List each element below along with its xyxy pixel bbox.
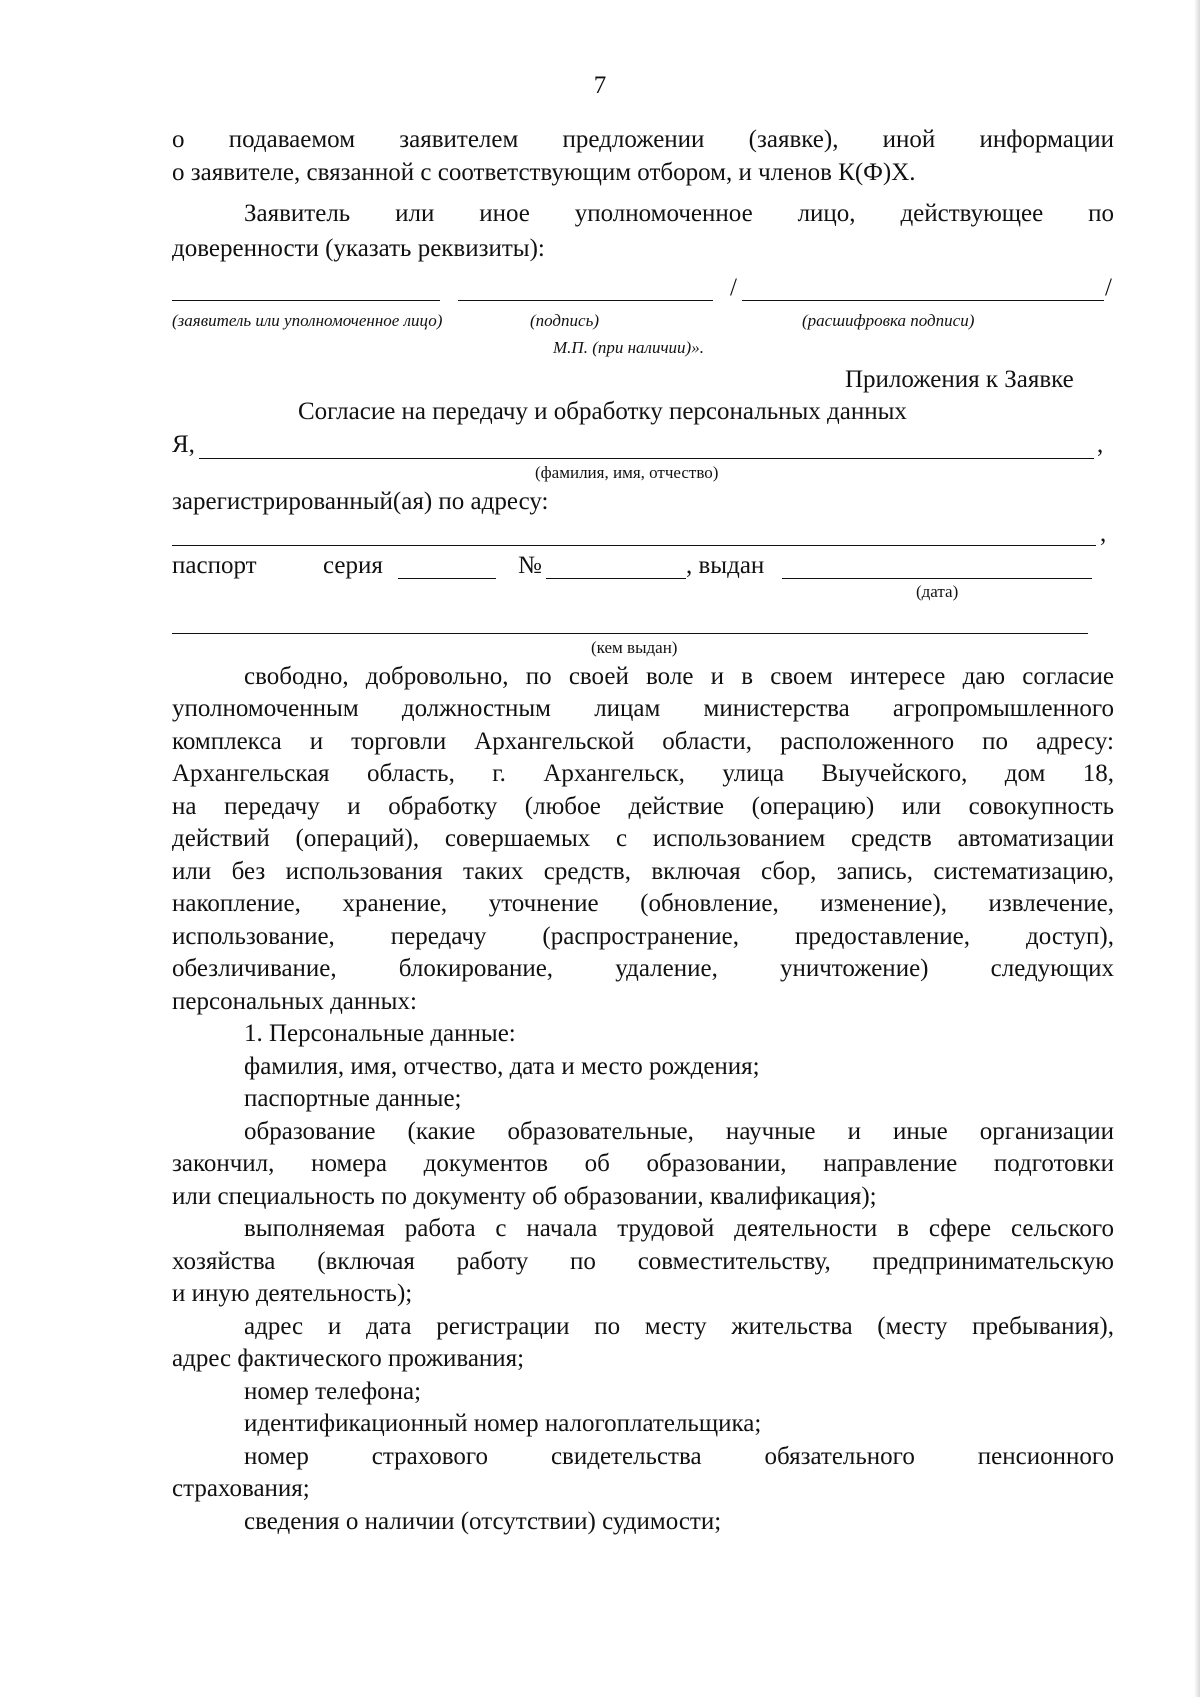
issued-label: , выдан	[686, 552, 765, 579]
list-item-inn: идентификационный номер налогоплательщика;	[244, 1410, 762, 1437]
consent-title: Согласие на передачу и обработку персональных данных	[298, 398, 907, 425]
caption-signature-decoding: (расшифровка подписи)	[802, 311, 975, 330]
series-label: серия	[323, 552, 383, 579]
signature-decoding-line	[742, 300, 1104, 301]
fio-caption: (фамилия, имя, отчество)	[535, 463, 719, 482]
list-item-education: закончил, номера документов об образовании, направление подготовки	[172, 1150, 1114, 1177]
list-item-snils: страхования;	[172, 1475, 310, 1502]
applicant-signature-line	[172, 300, 440, 301]
intro-line-1: о подаваемом заявителем предложении (заявке), иной информации	[172, 126, 1114, 153]
intro-line-2: о заявителе, связанной с соответствующим отбором, и членов К(Ф)Х.	[172, 159, 916, 186]
consent-body-line: или без использования таких средств, включая сбор, запись, систематизацию,	[172, 858, 1114, 885]
list-item-education: образование (какие образовательные, научные и иные организации	[244, 1118, 1114, 1145]
list-item-work: и иную деятельность);	[172, 1280, 413, 1307]
list-item-phone: номер телефона;	[244, 1378, 422, 1405]
list-item-work: выполняемая работа с начала трудовой деятельности в сфере сельского	[244, 1215, 1114, 1242]
list-heading: 1. Персональные данные:	[244, 1020, 516, 1047]
issue-date-line	[782, 578, 1092, 579]
list-item-passport: паспортные данные;	[244, 1085, 462, 1112]
signature-line	[458, 300, 713, 301]
issuer-line	[172, 633, 1088, 634]
attachment-label: Приложения к Заявке	[845, 366, 1074, 393]
series-line	[398, 578, 496, 579]
issuer-caption: (кем выдан)	[591, 638, 678, 657]
slash-left: /	[730, 274, 737, 301]
form-ya: Я,	[172, 431, 195, 458]
slash-right: /	[1105, 274, 1112, 301]
consent-body-line: обезличивание, блокирование, удаление, уничтожение) следующих	[172, 955, 1114, 982]
registered-label: зарегистрированный(ая) по адресу:	[172, 488, 549, 515]
consent-body-line: свободно, добровольно, по своей воле и в своем интересе даю согласие	[244, 663, 1114, 690]
consent-body-line: действий (операций), совершаемых с использованием средств автоматизации	[172, 825, 1114, 852]
applicant-line-1: Заявитель или иное уполномоченное лицо, действующее по	[244, 200, 1114, 227]
passport-label: паспорт	[172, 552, 257, 579]
list-item-criminal-record: сведения о наличии (отсутствии) судимости;	[244, 1508, 722, 1535]
address-line	[172, 545, 1096, 546]
caption-applicant: (заявитель или уполномоченное лицо)	[172, 311, 443, 330]
applicant-line-2: доверенности (указать реквизиты):	[172, 235, 545, 262]
list-item-snils: номер страхового свидетельства обязательного пенсионного	[244, 1443, 1114, 1470]
consent-body-line: Архангельская область, г. Архангельск, улица Выучейского, дом 18,	[172, 760, 1114, 787]
list-item-address: адрес и дата регистрации по месту жительства (месту пребывания),	[244, 1313, 1114, 1340]
number-sign: №	[518, 552, 542, 579]
date-caption: (дата)	[916, 582, 959, 601]
page-edge-shadow	[1194, 0, 1200, 1697]
list-item-fio: фамилия, имя, отчество, дата и место рождения;	[244, 1053, 760, 1080]
list-item-education: или специальность по документу об образовании, квалификация);	[172, 1183, 877, 1210]
page-number: 7	[593, 72, 607, 99]
consent-body-line: накопление, хранение, уточнение (обновление, изменение), извлечение,	[172, 890, 1114, 917]
fio-comma: ,	[1097, 431, 1104, 458]
consent-body-line: на передачу и обработку (любое действие (операцию) или совокупность	[172, 793, 1114, 820]
number-line	[546, 578, 686, 579]
consent-body-line: комплекса и торговли Архангельской области, расположенного по адресу:	[172, 728, 1114, 755]
consent-body-line: персональных данных:	[172, 988, 417, 1015]
fio-line	[199, 458, 1094, 459]
consent-body-line: использование, передачу (распространение, предоставление, доступ),	[172, 923, 1114, 950]
list-item-work: хозяйства (включая работу по совместительству, предпринимательскую	[172, 1248, 1114, 1275]
stamp-note: М.П. (при наличии)».	[553, 338, 704, 357]
list-item-address: адрес фактического проживания;	[172, 1345, 525, 1372]
consent-body-line: уполномоченным должностным лицам министерства агропромышленного	[172, 695, 1114, 722]
caption-signature: (подпись)	[530, 311, 599, 330]
address-comma: ,	[1100, 520, 1107, 547]
